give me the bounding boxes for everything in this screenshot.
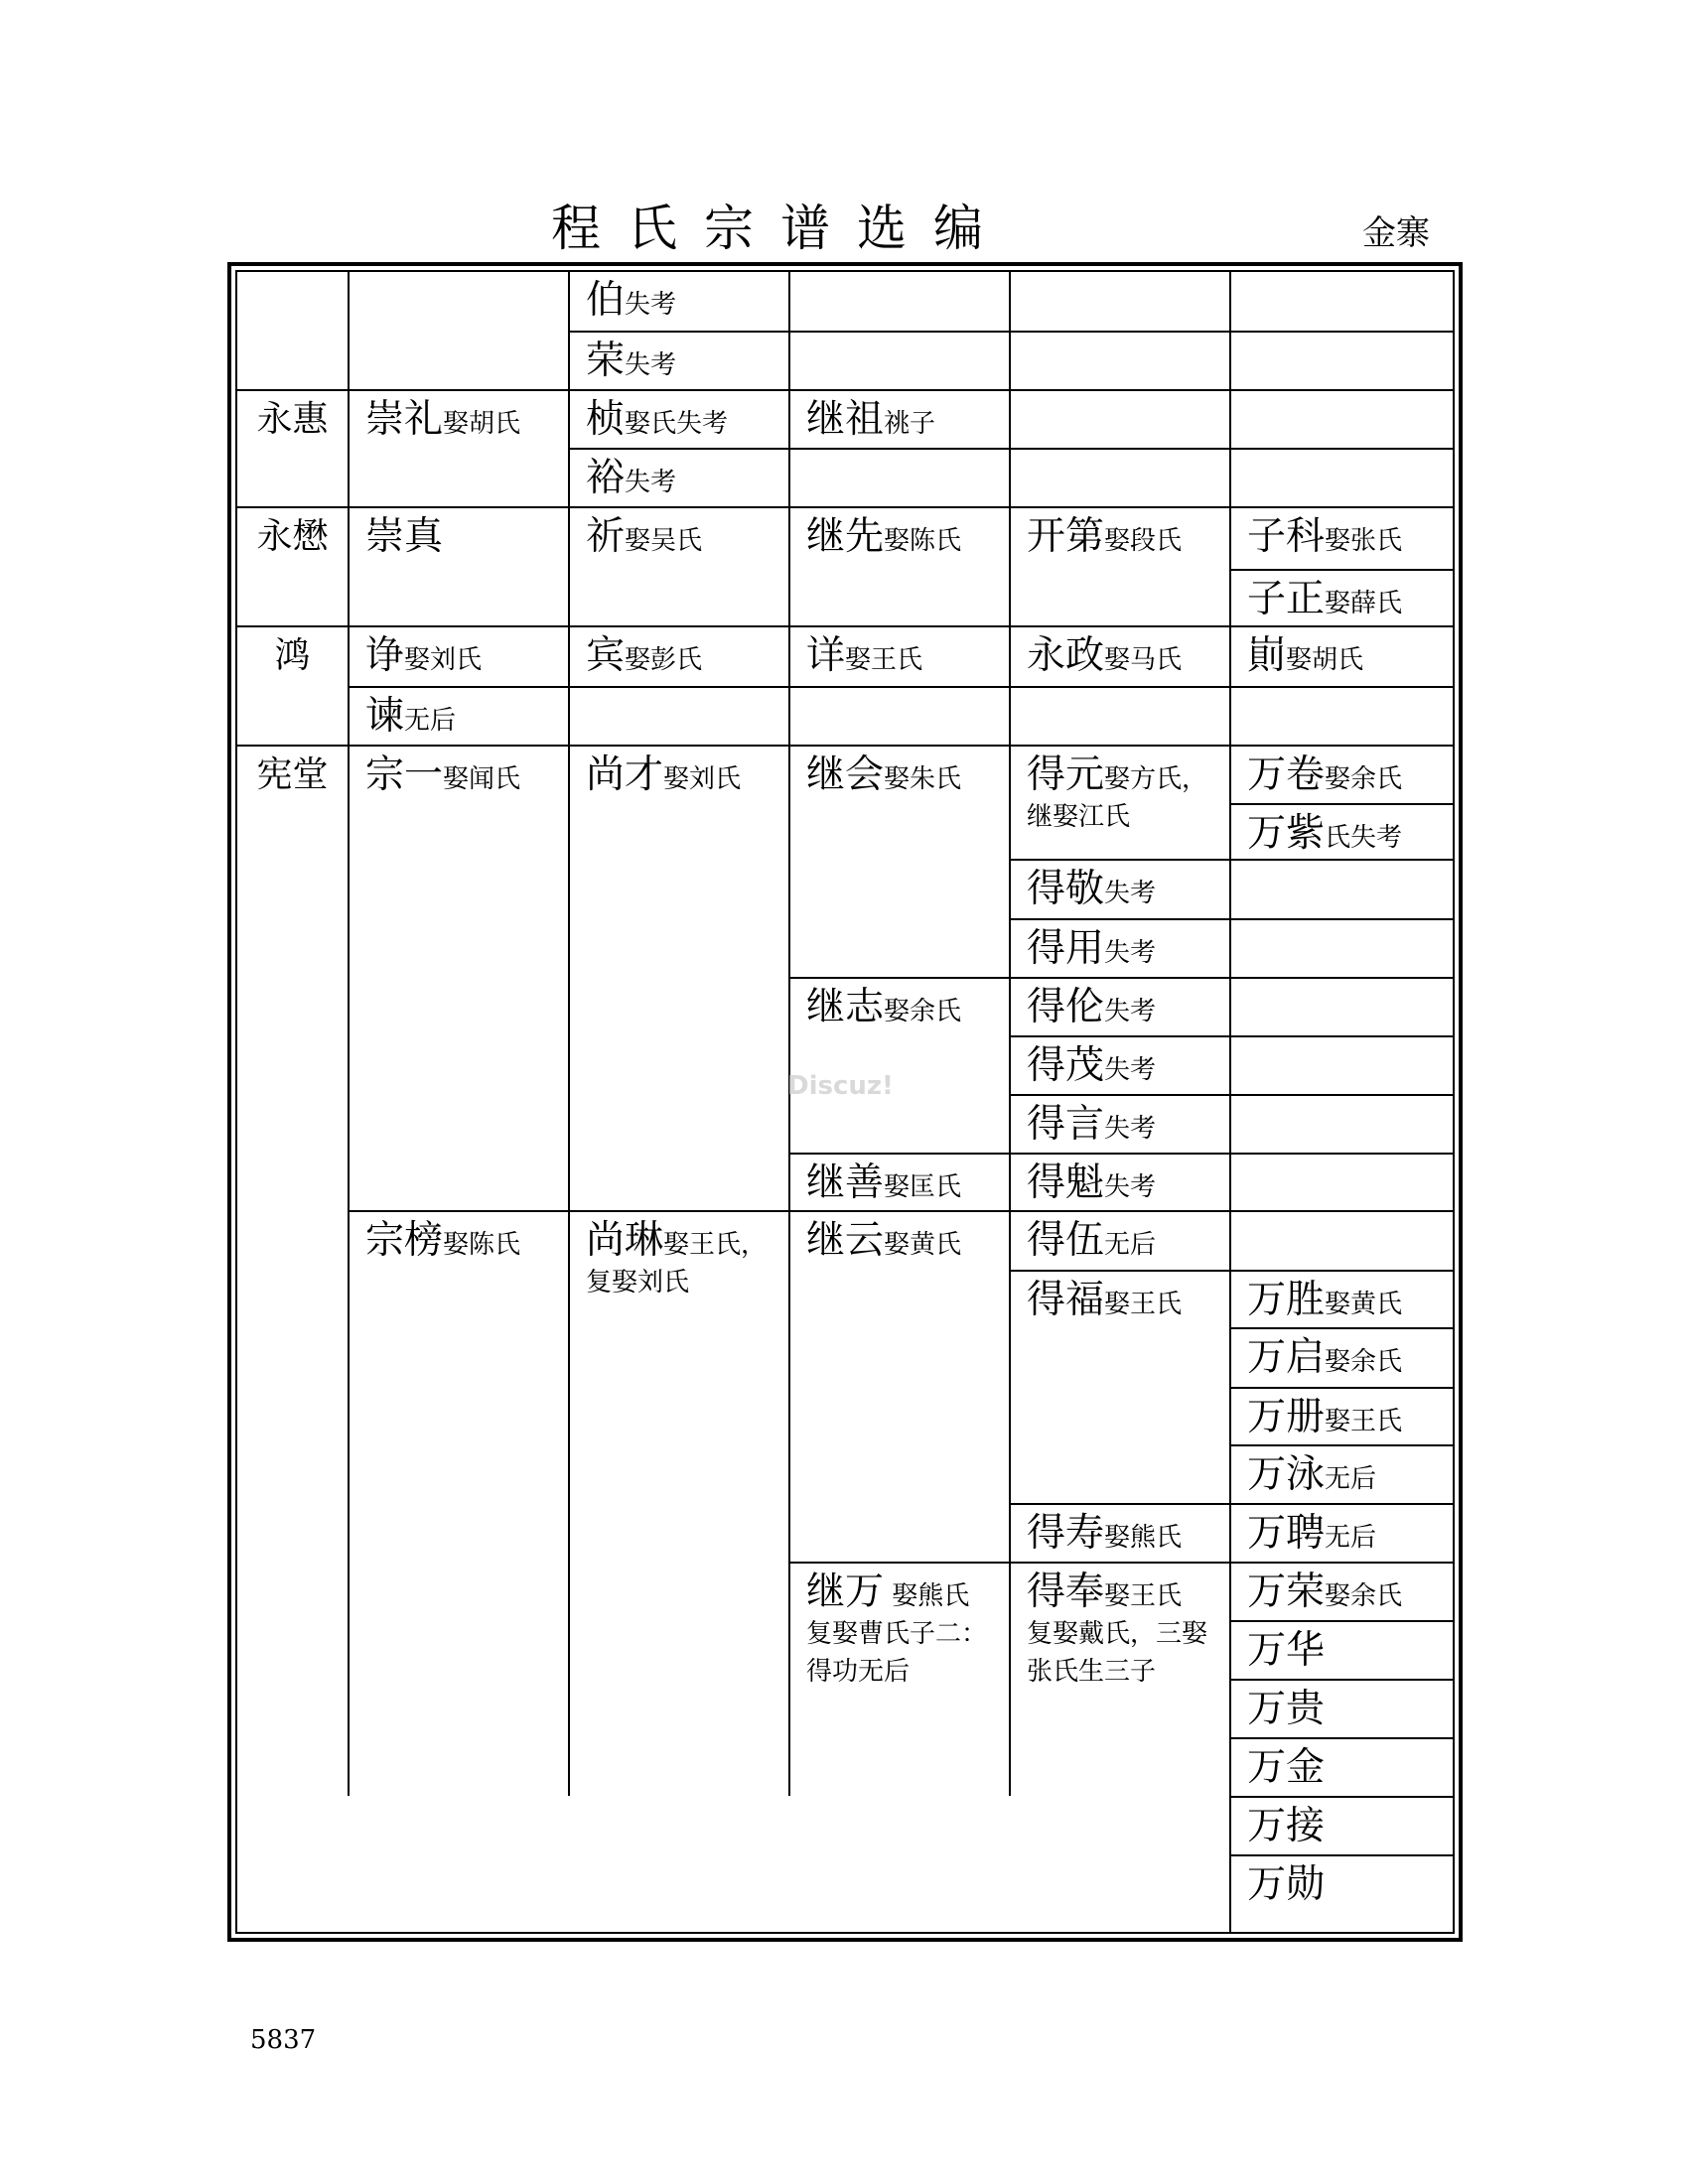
person-name: 万紫 bbox=[1247, 811, 1326, 856]
genealogy-cell bbox=[1229, 506, 1453, 569]
genealogy-cell bbox=[1009, 625, 1229, 686]
person-name: 万泳 bbox=[1247, 1452, 1326, 1497]
person-note: 娶熊氏 bbox=[884, 1581, 970, 1611]
genealogy-cell bbox=[1229, 1796, 1453, 1854]
person-name: 万荣 bbox=[1247, 1570, 1326, 1614]
genealogy-cell bbox=[1229, 1327, 1453, 1387]
genealogy-cell bbox=[568, 389, 788, 448]
genealogy-cell bbox=[568, 745, 788, 1210]
genealogy-cell bbox=[237, 625, 348, 745]
person-name: 永惠 bbox=[256, 399, 329, 440]
genealogy-cell bbox=[1229, 1387, 1453, 1444]
genealogy-cell bbox=[1009, 918, 1229, 977]
genealogy-cell bbox=[1229, 1737, 1453, 1796]
page-number: 5837 bbox=[250, 2025, 317, 2055]
person-name: 子科 bbox=[1247, 514, 1326, 559]
page-title: 程氏宗谱选编 bbox=[551, 200, 1010, 257]
person-note: 娶王氏 bbox=[1104, 1290, 1183, 1319]
person-name: 继云 bbox=[806, 1218, 885, 1263]
genealogy-cell bbox=[1009, 1094, 1229, 1153]
genealogy-cell bbox=[568, 1210, 788, 1796]
person-note: 失考 bbox=[625, 468, 677, 497]
empty-cell bbox=[1229, 859, 1453, 918]
empty-cell bbox=[1009, 272, 1229, 331]
person-name: 崇礼 bbox=[365, 397, 444, 442]
person-note: 失考 bbox=[1104, 938, 1157, 968]
genealogy-cell bbox=[1009, 1153, 1229, 1210]
person-name: 子正 bbox=[1247, 577, 1326, 621]
empty-cell bbox=[1009, 448, 1229, 506]
genealogy-cell bbox=[568, 506, 788, 625]
empty-cell bbox=[1229, 1094, 1453, 1153]
genealogy-cell bbox=[568, 625, 788, 686]
genealogy-cell bbox=[1229, 803, 1453, 859]
person-name: 万贵 bbox=[1247, 1687, 1326, 1731]
person-note: 失考 bbox=[1104, 1055, 1157, 1085]
genealogy-cell bbox=[348, 1210, 568, 1796]
person-note: 娶胡氏 bbox=[1286, 645, 1364, 675]
person-note: 娶匡氏 bbox=[884, 1172, 962, 1202]
empty-cell bbox=[1229, 272, 1453, 331]
person-note: 娶闻氏 bbox=[443, 764, 521, 794]
person-name: 继祖 bbox=[806, 397, 885, 442]
person-name: 继会 bbox=[806, 752, 885, 797]
person-name: 裕 bbox=[586, 456, 626, 500]
genealogy-cell bbox=[788, 977, 1009, 1153]
person-name: 万金 bbox=[1247, 1745, 1326, 1790]
person-note: 娶氏失考 bbox=[625, 409, 729, 439]
person-note: 娶余氏 bbox=[1325, 1347, 1403, 1377]
person-note: 娶陈氏 bbox=[884, 526, 962, 556]
person-name: 继志 bbox=[806, 985, 885, 1029]
empty-cell bbox=[568, 686, 788, 745]
person-note: 娶黄氏 bbox=[884, 1230, 962, 1260]
person-name: 万卷 bbox=[1247, 752, 1326, 797]
genealogy-cell bbox=[1229, 1854, 1453, 1932]
genealogy-cell bbox=[1009, 1562, 1229, 1796]
person-name: 得茂 bbox=[1027, 1043, 1105, 1088]
person-note-line: 张氏生三子 bbox=[1027, 1657, 1157, 1687]
person-name: 宾 bbox=[586, 633, 626, 678]
genealogy-cell bbox=[788, 745, 1009, 977]
genealogy-cell bbox=[788, 1153, 1009, 1210]
person-note: 娶刘氏 bbox=[663, 764, 742, 794]
empty-cell bbox=[1229, 1210, 1453, 1270]
genealogy-cell bbox=[568, 331, 788, 389]
person-name: 鸿 bbox=[274, 635, 311, 676]
genealogy-cell bbox=[237, 745, 348, 1796]
person-name: 崇真 bbox=[365, 514, 444, 559]
person-note: 无后 bbox=[1104, 1230, 1157, 1260]
person-note: 失考 bbox=[1104, 1114, 1157, 1144]
genealogy-cell bbox=[788, 625, 1009, 686]
person-note: 娶吴氏 bbox=[625, 526, 703, 556]
genealogy-cell bbox=[1229, 1503, 1453, 1562]
person-note: 娶王氏， bbox=[663, 1230, 768, 1260]
person-note: 娶王氏 bbox=[845, 645, 923, 675]
person-name: 伯 bbox=[586, 278, 626, 323]
person-note: 失考 bbox=[625, 350, 677, 380]
person-note: 娶薛氏 bbox=[1325, 589, 1403, 618]
genealogy-cell bbox=[1009, 1503, 1229, 1562]
genealogy-cell bbox=[788, 506, 1009, 625]
person-note: 娶陈氏 bbox=[443, 1230, 521, 1260]
empty-cell bbox=[1009, 389, 1229, 448]
empty-cell bbox=[788, 448, 1009, 506]
person-note: 娶熊氏 bbox=[1104, 1523, 1183, 1553]
genealogy-cell bbox=[348, 686, 568, 745]
person-name: 开第 bbox=[1027, 514, 1105, 559]
empty-cell bbox=[1229, 389, 1453, 448]
empty-cell bbox=[788, 331, 1009, 389]
person-note: 娶马氏 bbox=[1104, 645, 1183, 675]
genealogy-cell bbox=[788, 1562, 1009, 1796]
person-note: 娶余氏 bbox=[1325, 764, 1403, 794]
location-label: 金寨 bbox=[1362, 213, 1430, 253]
genealogy-cell bbox=[237, 389, 348, 506]
genealogy-cell bbox=[788, 389, 1009, 448]
genealogy-cell bbox=[348, 389, 568, 506]
person-name: 万华 bbox=[1247, 1628, 1326, 1673]
genealogy-cell bbox=[1009, 977, 1229, 1035]
person-name: 继万 bbox=[806, 1570, 885, 1614]
person-note: 无后 bbox=[404, 706, 457, 736]
person-note: 祧子 bbox=[884, 409, 936, 439]
person-note: 无后 bbox=[1325, 1464, 1377, 1494]
person-name: 尚才 bbox=[586, 752, 664, 797]
person-name: 得伍 bbox=[1027, 1218, 1105, 1263]
person-name: 万聘 bbox=[1247, 1511, 1326, 1556]
empty-cell bbox=[788, 272, 1009, 331]
person-name: 祈 bbox=[586, 514, 626, 559]
genealogy-cell bbox=[1229, 1620, 1453, 1679]
person-note-line: 继娶江氏 bbox=[1027, 802, 1131, 832]
empty-cell bbox=[1229, 918, 1453, 977]
person-name: 得敬 bbox=[1027, 867, 1105, 911]
genealogy-cell bbox=[237, 506, 348, 625]
empty-cell bbox=[1229, 331, 1453, 389]
genealogy-cell bbox=[348, 625, 568, 686]
person-note: 娶黄氏 bbox=[1325, 1290, 1403, 1319]
person-name: 继善 bbox=[806, 1160, 885, 1205]
genealogy-cell bbox=[568, 272, 788, 331]
person-note-line: 复娶戴氏，三娶 bbox=[1027, 1619, 1208, 1649]
person-name: 万胜 bbox=[1247, 1278, 1326, 1322]
person-name: 得元 bbox=[1027, 752, 1105, 797]
person-note: 失考 bbox=[625, 290, 677, 320]
person-name: 万勋 bbox=[1247, 1862, 1326, 1907]
person-note: 失考 bbox=[1104, 879, 1157, 908]
genealogy-cell bbox=[348, 506, 568, 625]
genealogy-cell bbox=[1009, 1270, 1229, 1503]
genealogy-cell bbox=[788, 1210, 1009, 1562]
genealogy-cell bbox=[348, 745, 568, 1210]
person-name: 宗榜 bbox=[365, 1218, 444, 1263]
genealogy-cell bbox=[1229, 1679, 1453, 1737]
empty-cell bbox=[348, 272, 568, 389]
genealogy-cell bbox=[1229, 1444, 1453, 1503]
person-note: 氏失考 bbox=[1325, 823, 1403, 853]
empty-cell bbox=[1229, 1035, 1453, 1094]
person-note: 娶张氏 bbox=[1325, 526, 1403, 556]
empty-cell bbox=[1229, 448, 1453, 506]
person-name: 万启 bbox=[1247, 1335, 1326, 1380]
person-note: 娶朱氏 bbox=[884, 764, 962, 794]
genealogy-cell bbox=[1009, 1035, 1229, 1094]
person-name: 谏 bbox=[365, 694, 405, 739]
person-name: 得奉 bbox=[1027, 1570, 1105, 1614]
person-note: 娶方氏， bbox=[1104, 764, 1208, 794]
person-note: 娶王氏 bbox=[1104, 1581, 1183, 1611]
genealogy-table bbox=[235, 270, 1455, 1934]
person-name: 得用 bbox=[1027, 926, 1105, 971]
person-note: 娶余氏 bbox=[884, 997, 962, 1026]
person-note: 娶段氏 bbox=[1104, 526, 1183, 556]
person-note: 娶彭氏 bbox=[625, 645, 703, 675]
person-name: 荣 bbox=[586, 339, 626, 383]
person-note-line: 复娶曹氏子二： bbox=[806, 1619, 988, 1649]
empty-cell bbox=[1229, 1153, 1453, 1210]
person-name: 得魁 bbox=[1027, 1160, 1105, 1205]
watermark: Discuz! bbox=[787, 1071, 894, 1101]
person-note: 娶胡氏 bbox=[443, 409, 521, 439]
person-name: 继先 bbox=[806, 514, 885, 559]
person-name: 得福 bbox=[1027, 1278, 1105, 1322]
genealogy-cell bbox=[568, 448, 788, 506]
person-name: 得伦 bbox=[1027, 985, 1105, 1029]
person-note-line: 复娶刘氏 bbox=[586, 1268, 690, 1297]
person-name: 万册 bbox=[1247, 1395, 1326, 1439]
person-name: 详 bbox=[806, 633, 846, 678]
genealogy-cell bbox=[1229, 1562, 1453, 1620]
person-name: 万接 bbox=[1247, 1804, 1326, 1848]
person-name: 诤 bbox=[365, 633, 405, 678]
genealogy-cell bbox=[1229, 625, 1453, 686]
person-note: 无后 bbox=[1325, 1523, 1377, 1553]
genealogy-cell bbox=[1229, 1270, 1453, 1327]
empty-cell bbox=[1009, 331, 1229, 389]
person-name: 得言 bbox=[1027, 1102, 1105, 1147]
person-name: 宗一 bbox=[365, 752, 444, 797]
person-note-line: 得功无后 bbox=[806, 1657, 911, 1687]
genealogy-cell bbox=[1229, 569, 1453, 625]
person-note: 失考 bbox=[1104, 997, 1157, 1026]
person-name: 崱 bbox=[1247, 633, 1287, 678]
genealogy-cell bbox=[1229, 745, 1453, 803]
person-name: 尚琳 bbox=[586, 1218, 664, 1263]
genealogy-cell bbox=[1009, 1210, 1229, 1270]
genealogy-cell bbox=[1009, 859, 1229, 918]
person-name: 永政 bbox=[1027, 633, 1105, 678]
empty-cell bbox=[1229, 977, 1453, 1035]
person-note: 娶刘氏 bbox=[404, 645, 483, 675]
person-name: 桢 bbox=[586, 397, 626, 442]
empty-cell bbox=[1009, 686, 1229, 745]
person-note: 娶余氏 bbox=[1325, 1581, 1403, 1611]
person-name: 得寿 bbox=[1027, 1511, 1105, 1556]
genealogy-cell bbox=[1009, 506, 1229, 625]
person-name: 永懋 bbox=[256, 516, 329, 557]
empty-cell bbox=[1229, 686, 1453, 745]
person-note: 娶王氏 bbox=[1325, 1407, 1403, 1436]
person-note: 失考 bbox=[1104, 1172, 1157, 1202]
genealogy-cell bbox=[1009, 745, 1229, 859]
person-name: 宪堂 bbox=[256, 754, 329, 795]
empty-cell bbox=[788, 686, 1009, 745]
